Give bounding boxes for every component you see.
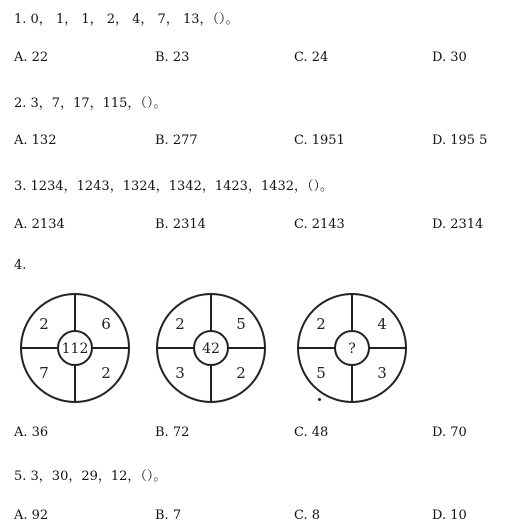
- q4-option-c: C. 48: [294, 425, 329, 440]
- circle-3-bottom-left: 5: [316, 364, 326, 382]
- q5-option-d: D. 10: [432, 508, 467, 523]
- circle-3-top-right: 4: [377, 315, 387, 333]
- circles-svg: [0, 290, 517, 410]
- q3-option-a: A. 2134: [14, 217, 65, 232]
- question-3-stem: 3. 1234，1243，1324，1342，1423，1432，（）。: [14, 179, 334, 194]
- question-4-stem: 4.: [14, 258, 27, 273]
- circle-3-center: ?: [348, 341, 356, 357]
- circle-1-bottom-left: 7: [39, 364, 49, 382]
- q4-option-a: A. 36: [14, 425, 49, 440]
- circle-1-center: 112: [61, 341, 89, 357]
- circle-1-bottom-right: 2: [101, 364, 111, 382]
- circle-2-bottom-left: 3: [175, 364, 185, 382]
- q1-option-d: D. 30: [432, 50, 467, 65]
- circle-2-top-right: 5: [236, 315, 246, 333]
- q1-option-c: C. 24: [294, 50, 329, 65]
- q4-option-b: B. 72: [155, 425, 190, 440]
- question-5-stem: 5. 3，30，29，12，（）。: [14, 469, 167, 484]
- q5-option-b: B. 7: [155, 508, 182, 523]
- question-2-stem: 2. 3，7，17，115，（）。: [14, 96, 167, 111]
- q5-option-a: A. 92: [14, 508, 49, 523]
- circle-3-top-left: 2: [316, 315, 326, 333]
- circle-2-center: 42: [202, 341, 220, 357]
- q1-option-a: A. 22: [14, 50, 49, 65]
- q4-option-d: D. 70: [432, 425, 467, 440]
- circle-2-top-left: 2: [175, 315, 185, 333]
- circle-2-bottom-right: 2: [236, 364, 246, 382]
- q2-option-d: D. 195 5: [432, 133, 488, 148]
- circle-3-bottom-right: 3: [377, 364, 387, 382]
- number-circles-figure: [0, 290, 517, 410]
- q1-option-b: B. 23: [155, 50, 190, 65]
- circle-1-top-left: 2: [39, 315, 49, 333]
- stray-dot-mark: [318, 398, 321, 401]
- q5-option-c: C. 8: [294, 508, 321, 523]
- q2-option-c: C. 1951: [294, 133, 345, 148]
- q2-option-b: B. 277: [155, 133, 198, 148]
- q3-option-b: B. 2314: [155, 217, 206, 232]
- circle-1-top-right: 6: [101, 315, 111, 333]
- question-1-stem: 1. 0， 1， 1， 2， 4， 7， 13，（）。: [14, 12, 239, 27]
- q3-option-c: C. 2143: [294, 217, 345, 232]
- q3-option-d: D. 2314: [432, 217, 484, 232]
- q2-option-a: A. 132: [14, 133, 57, 148]
